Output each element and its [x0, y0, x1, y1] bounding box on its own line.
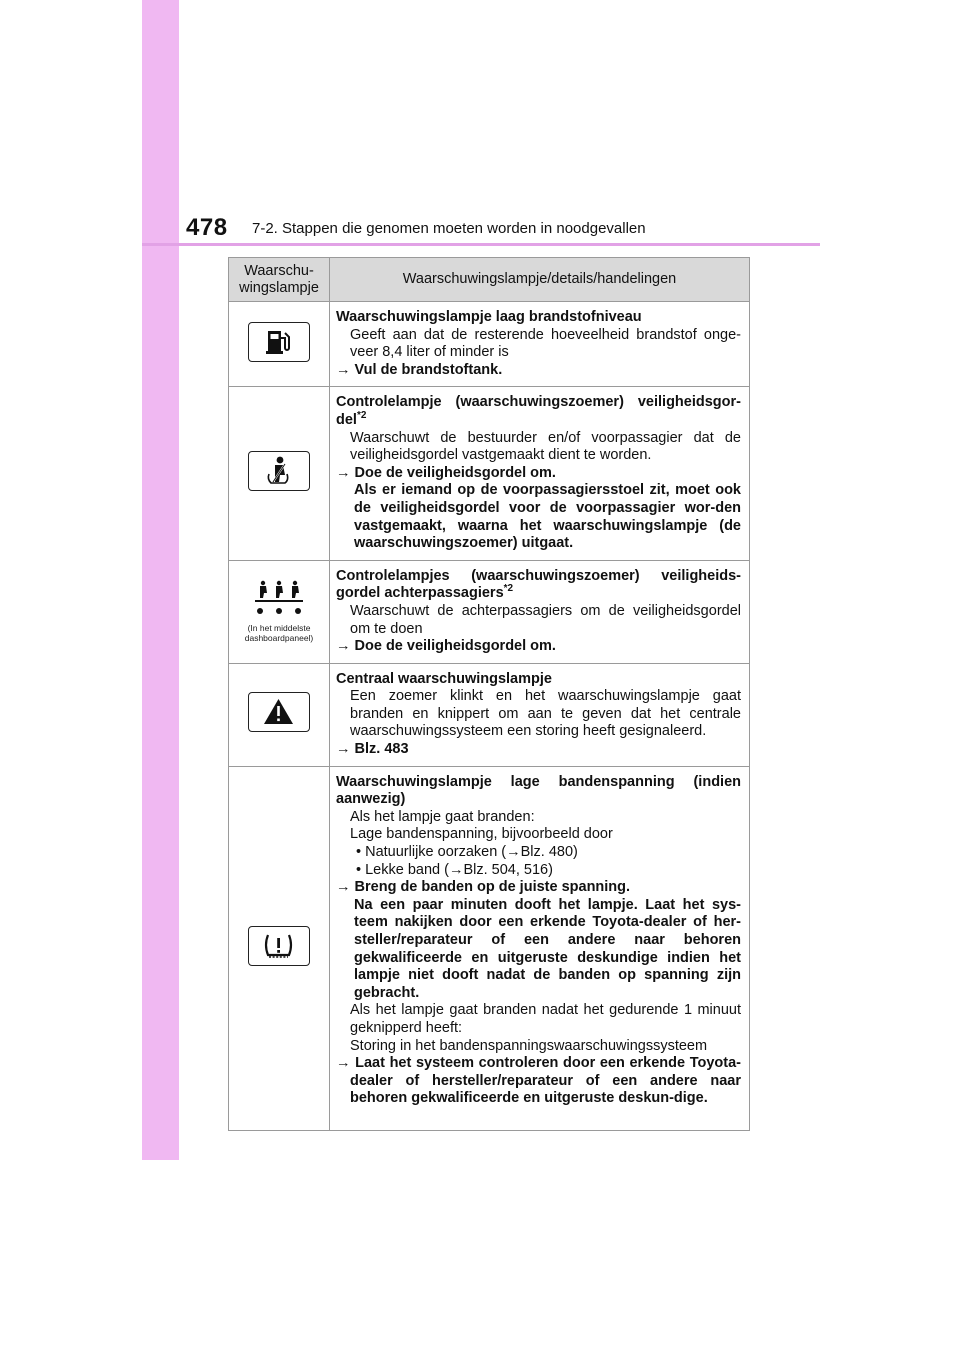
seatbelt-icon — [248, 451, 310, 491]
page-number: 478 — [186, 214, 228, 241]
rear-seatbelt-icon — [254, 580, 304, 616]
chapter-side-tab — [142, 0, 179, 1160]
details-cell: Waarschuwingslampje lage bandenspanning (indien aanwezig) Als het lampje gaat branden: Lage bandenspanning, bijvoorbeeld door • Natuurlijke oorzaken (→Blz. 480) • Lekke band (→Blz. 504, 516) → Breng de banden op de juiste spanning. Na een paar minuten dooft het lampje. Laat het sys-teem nakijken door een erkende Toyota-dealer of her-steller/reparateur of een andere naar behoren gekwalificeerde en uitgeruste deskundige indien het lampje niet dooft nadat de banden op spanning zijn gebracht. Als het lampje gaat branden nadat het gedurende 1 minuut geknipperd heeft: Storing in het bandenspanningswaarschuwingssysteem → Laat het systeem controleren door een erkende Toyota-dealer of hersteller/reparateur of een andere naar behoren gekwalificeerde en uitgeruste deskun-dige. — [330, 766, 750, 1130]
fuel-pump-icon — [248, 322, 310, 362]
details-cell: Centraal waarschuwingslampje Een zoemer klinkt en het waarschuwingslampje gaat branden en knippert om aan te geven dat het centrale waarschuwingssysteem een storing heeft gesignaleerd. → Blz. 483 — [330, 663, 750, 766]
icon-caption: (In het middelste dashboardpaneel) — [244, 623, 314, 643]
table-row — [229, 766, 750, 1130]
table-row — [229, 387, 750, 560]
header-rule — [142, 243, 820, 246]
table-row — [229, 560, 750, 663]
icon-cell — [229, 663, 330, 766]
details-cell: Controlelampje (waarschuwingszoemer) veiligheidsgor-del$^{*2}$ Waarschuwt de bestuurder en/of voorpassagier dat de veiligheidsgordel vastgemaakt dient te worden. → Doe de veiligheidsgordel om. Als er iemand op de voorpassagiersstoel zit, moet ook de veiligheidsgordel voor de voorpassagier wor-den vastgemaakt, waarna het waarschuwingslampje (de waarschuwingszoemer) uitgaat. — [330, 387, 750, 560]
master-warning-icon — [248, 692, 310, 732]
chapter-title: 7-2. Stappen die genomen moeten worden in noodgevallen — [252, 220, 646, 237]
table-row — [229, 663, 750, 766]
details-cell: Controlelampjes (waarschuwingszoemer) veiligheids-gordel achterpassagiers$^{*2}$ Waarschuwt de achterpassagiers om de veiligheidsgordel om te doen → Doe de veiligheidsgordel om. — [330, 560, 750, 663]
table-row — [229, 302, 750, 387]
icon-cell — [229, 766, 330, 1130]
header-details: Waarschuwingslampje/details/handelingen — [330, 258, 750, 302]
warning-lights-table — [228, 257, 750, 1131]
tire-pressure-icon — [248, 926, 310, 966]
details-cell: Waarschuwingslampje laag brandstofniveau Geeft aan dat de resterende hoeveelheid brandstof onge-veer 8,4 liter of minder is → Vul de brandstoftank. — [330, 302, 750, 387]
table-header-row — [229, 258, 750, 302]
header-warning-light: Waarschu- wingslampje — [229, 258, 330, 302]
icon-cell — [229, 302, 330, 387]
icon-cell — [229, 560, 330, 663]
icon-cell — [229, 387, 330, 560]
